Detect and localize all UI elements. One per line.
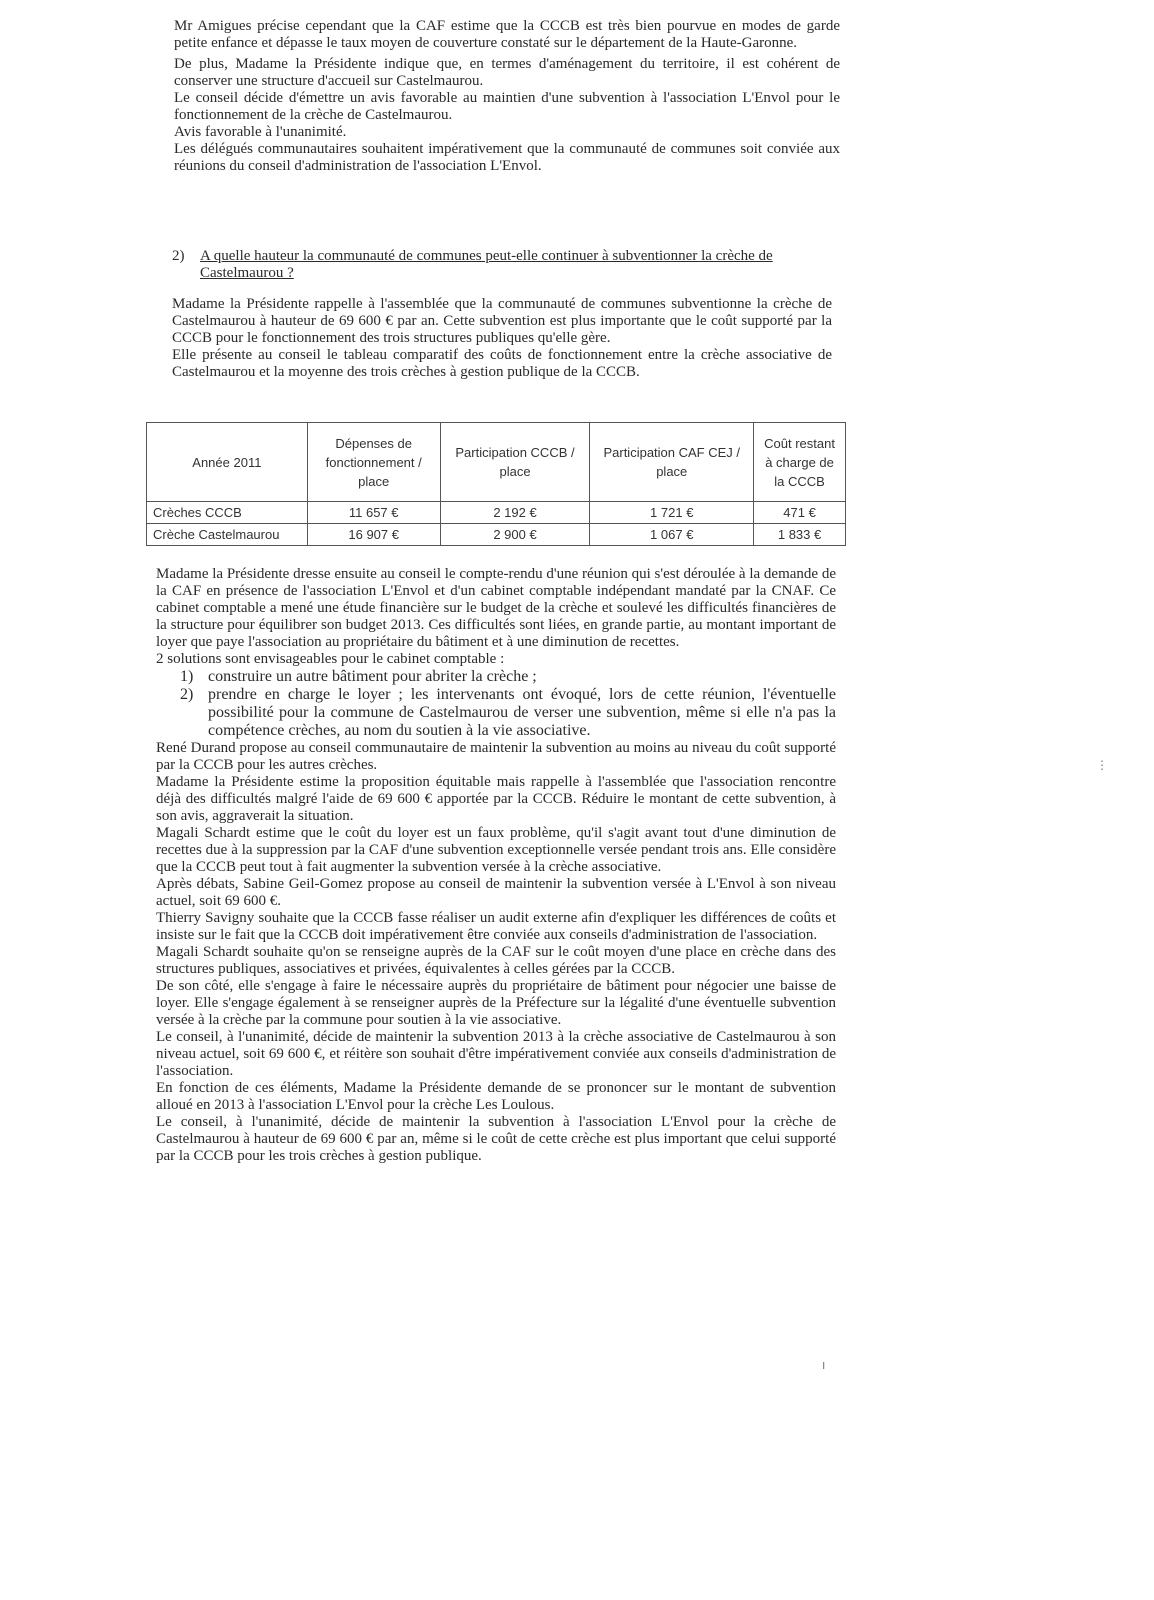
cost-table bbox=[146, 422, 846, 546]
table-cell: 2 900 € bbox=[440, 524, 590, 546]
table-row bbox=[147, 524, 846, 546]
column-header: Coût restant à charge de la CCCB bbox=[754, 423, 846, 502]
section-heading bbox=[172, 248, 840, 282]
paragraph: Elle présente au conseil le tableau comparatif des coûts de fonctionnement entre la crèche associative de Castelmaurou et la moyenne des trois crèches à gestion publique de la CCCB. bbox=[172, 347, 832, 380]
table-cell: 2 192 € bbox=[440, 502, 590, 524]
solutions-list bbox=[156, 668, 836, 740]
paragraph: Magali Schardt souhaite qu'on se renseigne auprès de la CAF sur le coût moyen d'une place en crèche dans des structures publiques, associatives et privées, équivalentes à celles gérées par la CCCB. bbox=[156, 944, 836, 977]
table-cell: Crèches CCCB bbox=[147, 502, 308, 524]
scan-speck: ı bbox=[822, 1358, 826, 1372]
list-item bbox=[180, 668, 836, 686]
paragraph: Mr Amigues précise cependant que la CAF estime que la CCCB est très bien pourvue en modes de garde petite enfance et dépasse le taux moyen de couverture constaté sur le département de la Haute-Garonne. bbox=[174, 18, 840, 51]
list-number: 2) bbox=[180, 686, 194, 703]
paragraph: Thierry Savigny souhaite que la CCCB fasse réaliser un audit externe afin d'expliquer les différences de coûts et insiste sur le fait que la CCCB doit impérativement être conviée aux conseils d'administration de l'association. bbox=[156, 910, 836, 943]
table-cell: 471 € bbox=[754, 502, 846, 524]
list-text: prendre en charge le loyer ; les intervenants ont évoqué, lors de cette réunion, l'éventuelle possibilité pour la commune de Castelmaurou de verser une subvention, même si elle n'a pas la compétence crèches, au nom du soutien à la vie associative. bbox=[208, 686, 836, 739]
section-title: A quelle hauteur la communauté de communes peut-elle continuer à subventionner la crèche de Castelmaurou ? bbox=[200, 248, 773, 281]
column-header: Année 2011 bbox=[147, 423, 308, 502]
section-number: 2) bbox=[172, 248, 185, 264]
paragraph: De plus, Madame la Présidente indique que, en termes d'aménagement du territoire, il est cohérent de conserver une structure d'accueil sur Castelmaurou. bbox=[174, 56, 840, 89]
table-cell: 1 721 € bbox=[590, 502, 754, 524]
table-header-row bbox=[147, 423, 846, 502]
paragraph: René Durand propose au conseil communautaire de maintenir la subvention au moins au niveau du coût supporté par la CCCB pour les autres crèches. bbox=[156, 740, 836, 773]
paragraph: De son côté, elle s'engage à faire le nécessaire auprès du propriétaire de bâtiment pour négocier une baisse de loyer. Elle s'engage également à se renseigner auprès de la Préfecture sur la légalité d'une éventuelle subvention versée à la crèche par la commune pour soutien à la vie associative. bbox=[156, 978, 836, 1028]
table-cell: Crèche Castelmaurou bbox=[147, 524, 308, 546]
table-row bbox=[147, 502, 846, 524]
paragraph: Madame la Présidente rappelle à l'assemblée que la communauté de communes subventionne la crèche de Castelmaurou à hauteur de 69 600 € par an. Cette subvention est plus importante que le coût supporté par la CCCB pour le fonctionnement des trois structures publiques qu'elle gère. bbox=[172, 296, 832, 346]
table-cell: 1 833 € bbox=[754, 524, 846, 546]
list-number: 1) bbox=[180, 668, 194, 685]
section-intro bbox=[172, 296, 832, 381]
paragraph: 2 solutions sont envisageables pour le cabinet comptable : bbox=[156, 651, 505, 667]
table-cell: 11 657 € bbox=[307, 502, 440, 524]
scan-speck: ⋮ bbox=[1096, 758, 1108, 772]
paragraph: Le conseil décide d'émettre un avis favorable au maintien d'une subvention à l'association L'Envol pour le fonctionnement de la crèche de Castelmaurou. bbox=[174, 90, 840, 123]
paragraph: Après débats, Sabine Geil-Gomez propose au conseil de maintenir la subvention versée à L'Envol à son niveau actuel, soit 69 600 €. bbox=[156, 876, 836, 909]
paragraph: Le conseil, à l'unanimité, décide de maintenir la subvention 2013 à la crèche associative de Castelmaurou à son niveau actuel, soit 69 600 €, et réitère son souhait d'être impérativement conviée aux conseils d'administration de l'association. bbox=[156, 1029, 836, 1079]
paragraph: Les délégués communautaires souhaitent impérativement que la communauté de communes soit conviée aux réunions du conseil d'administration de l'association L'Envol. bbox=[174, 141, 840, 174]
list-item bbox=[180, 686, 836, 740]
column-header: Participation CCCB / place bbox=[440, 423, 590, 502]
table-cell: 16 907 € bbox=[307, 524, 440, 546]
paragraph: Madame la Présidente estime la proposition équitable mais rappelle à l'assemblée que l'association rencontre déjà des difficultés malgré l'aide de 69 600 € apportée par la CCCB. Réduire le montant de cette subvention, à son avis, aggraverait la situation. bbox=[156, 774, 836, 824]
paragraph: Le conseil, à l'unanimité, décide de maintenir la subvention à l'association L'Envol pour la crèche de Castelmaurou à hauteur de 69 600 € par an, même si le coût de cette crèche est plus important que celui supporté par la CCCB pour les trois crèches à gestion publique. bbox=[156, 1114, 836, 1164]
paragraph: En fonction de ces éléments, Madame la Présidente demande de se prononcer sur le montant de subvention alloué en 2013 à l'association L'Envol pour la crèche Les Loulous. bbox=[156, 1080, 836, 1113]
paragraph: Madame la Présidente dresse ensuite au conseil le compte-rendu d'une réunion qui s'est déroulée à la demande de la CAF en présence de l'association L'Envol et d'un cabinet comptable indépendant mandaté par la CNAF. Ce cabinet comptable a mené une étude financière sur le budget de la crèche et soulevé les difficultés financières de la structure pour équilibrer son budget 2013. Ces difficultés sont liées, en grande partie, au montant important de loyer que paye l'association au propriétaire du bâtiment et à une diminution de recettes. bbox=[156, 566, 836, 650]
column-header: Dépenses de fonctionnement / place bbox=[307, 423, 440, 502]
table-cell: 1 067 € bbox=[590, 524, 754, 546]
paragraph: Magali Schardt estime que le coût du loyer est un faux problème, qu'il s'agit avant tout d'une diminution de recettes due à la suppression par la CAF d'une subvention exceptionnelle versée pendant trois ans. Elle considère que la CCCB peut tout à fait augmenter la subvention versée à la crèche associative. bbox=[156, 825, 836, 875]
list-text: construire un autre bâtiment pour abriter la crèche ; bbox=[208, 668, 537, 685]
intro-section bbox=[174, 18, 840, 175]
main-body bbox=[156, 566, 836, 1165]
column-header: Participation CAF CEJ / place bbox=[590, 423, 754, 502]
paragraph: Avis favorable à l'unanimité. bbox=[174, 124, 347, 140]
